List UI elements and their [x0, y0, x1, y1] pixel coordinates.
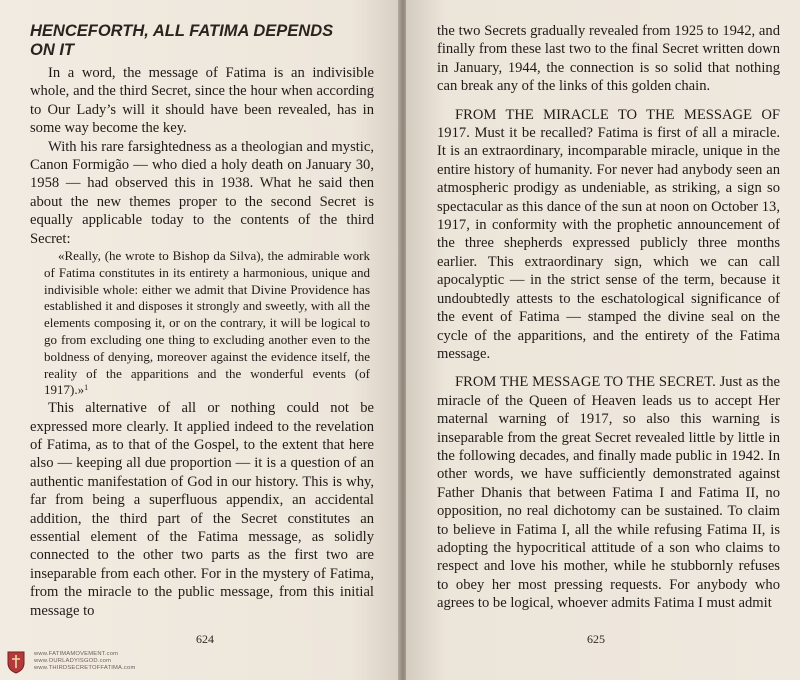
shield-logo-icon	[6, 650, 26, 674]
footer-url-1[interactable]: www.FATIMAMOVEMENT.com	[34, 651, 119, 657]
footer-urls	[34, 651, 135, 672]
quote-text: «Really, (he wrote to Bishop da Silva), the admirable work of Fatima constitutes in its entirety a harmonious, unique and indivisible whole: either we admit that Divine Providence has established it and disposes it strongly and sweetly, with all the elements composing it, or on the contrary, it will be logical to go from excluding one thing to excluding another even to the boldness of denying, moreover against the evidence itself, the reality of the apparitions and the wonderful events (of 1917).»	[44, 248, 370, 398]
left-column	[30, 22, 374, 620]
section-heading	[30, 22, 374, 60]
left-paragraph-1: In a word, the message of Fatima is an indivisible whole, and the third Secret, since the hour when according to Our Lady’s will it should have been revealed, has in some way become the key.	[30, 65, 374, 137]
footnote-marker: 1	[84, 383, 89, 393]
right-page-number: 625	[587, 632, 605, 646]
left-paragraph-3: This alternative of all or nothing could not be expressed more clearly. It applied indeed to the revelation of Fatima, as to that of the Gospel, to the extent that here also — keeping all due proportion — it is a question of an authentic manifestation of God in our history. This is why, far from being a superfluous appendix, an accidental addition, the third part of the Secret constitutes an essential element of the Fatima message, as solidly connected to the other two parts as the first two are inseparable from each other. For in the mystery of Fatima, from the miracle to the public message, from this initial message to	[30, 400, 374, 619]
footer-url-3[interactable]: www.THIRDSECRETOFFATIMA.com	[34, 665, 136, 671]
block-quote	[30, 248, 374, 399]
right-page	[406, 0, 800, 680]
heading-line-2: ON IT	[30, 41, 74, 59]
footer-watermark	[6, 646, 206, 680]
footer-url-2[interactable]: www.OURLADYISGOD.com	[34, 658, 112, 664]
right-column	[437, 22, 780, 613]
right-paragraph-1: the two Secrets gradually revealed from 1925 to 1942, and finally from these last two to the final Secret written down in January, 1944, the connection is so solid that nothing can break any of the links of this golden chain.	[437, 23, 780, 95]
left-page-number: 624	[196, 632, 214, 646]
right-paragraph-2: FROM THE MIRACLE TO THE MESSAGE OF 1917. Must it be recalled? Fatima is first of all a miracle. It is an extraordinary, incomparable miracle, unique in the entire history of humanity. For never had anybody seen an atmospheric prodigy as undeniable, as striking, a sign so spectacular as this dance of the sun at noon on October 13, 1917, in conformity with the prophetic announcement of the three shepherds expressed publicly three months earlier. This extraordinary sign, which we can call apocalyptic — in the strict sense of the term, because it undoubtedly attests to the eschatological significance of the event of Fatima — stamped the divine seal on the cycle of the apparitions, and the entirety of the Fatima message.	[437, 106, 780, 362]
heading-line-1: HENCEFORTH, ALL FATIMA DEPENDS	[30, 22, 334, 40]
left-paragraph-2: With his rare farsightedness as a theologian and mystic, Canon Formigão — who died a holy death on January 30, 1958 — had observed this in 1938. What he said then about the new themes proper to the second Secret is equally applicable today to the contents of the third Secret:	[30, 138, 374, 247]
right-paragraph-3: FROM THE MESSAGE TO THE SECRET. Just as the miracle of the Queen of Heaven leads us to accept Her maternal warning of 1917, so also this warning is inseparable from the great Secret revealed little by little in the following decades, and finally made public in 1942. In other words, we have sufficiently demonstrated against Father Dhanis that between Fatima I and Fatima II, no opposition, no real dichotomy can be sustained. To claim to believe in Fatima I, all the while refusing Fatima II, is adopting the hypocritical attitude of a son who claims to respect and love his mother, while he stubbornly refuses to obey her most pressing requests. For anybody who agrees to be logical, whoever admits Fatima I must admit	[437, 374, 780, 612]
